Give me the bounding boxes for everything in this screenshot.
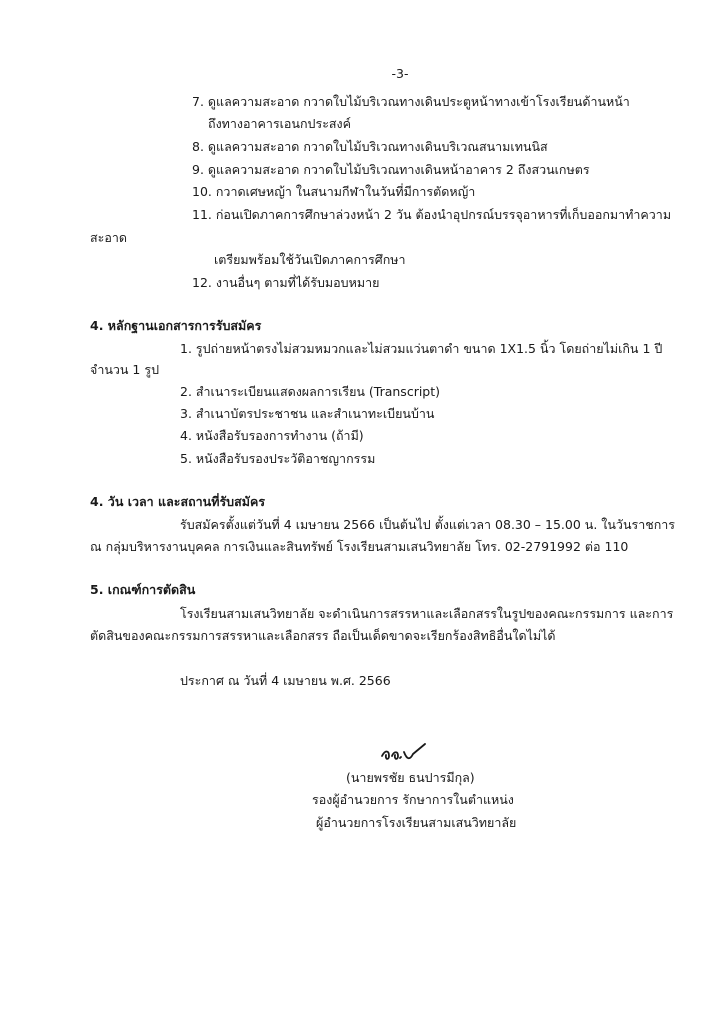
duty-item: 10. กวาดเศษหญ้า ในสนามกีฬาในวันที่มีการตัดหญ้า bbox=[192, 184, 476, 199]
document-item: 4. หนังสือรับรองการทำงาน (ถ้ามี) bbox=[180, 428, 364, 443]
duty-item: 11. ก่อนเปิดภาคการศึกษาล่วงหน้า 2 วัน ต้องนำอุปกรณ์บรรจุอาหารที่เก็บออกมาทำความ bbox=[192, 207, 672, 222]
announcement-date: ประกาศ ณ วันที่ 4 เมษายน พ.ศ. 2566 bbox=[180, 673, 391, 688]
signatory-position: ผู้อำนวยการโรงเรียนสามเสนวิทยาลัย bbox=[316, 815, 517, 830]
duty-item: สะอาด bbox=[90, 230, 127, 245]
signature-icon bbox=[380, 742, 430, 764]
duty-item: 8. ดูแลความสะอาด กวาดใบไม้บริเวณทางเดินบริเวณสนามเทนนิส bbox=[192, 139, 548, 154]
section-text: รับสมัครตั้งแต่วันที่ 4 เมษายน 2566 เป็นต้นไป ตั้งแต่เวลา 08.30 – 15.00 น. ในวันราชการ bbox=[180, 517, 676, 532]
signatory-position: รองผู้อำนวยการ รักษาการในตำแหน่ง bbox=[312, 792, 514, 807]
section-heading: 5. เกณฑ์การตัดสิน bbox=[90, 582, 196, 597]
duty-item: 9. ดูแลความสะอาด กวาดใบไม้บริเวณทางเดินหน้าอาคาร 2 ถึงสวนเกษตร bbox=[192, 162, 590, 177]
document-item: 3. สำเนาบัตรประชาชน และสำเนาทะเบียนบ้าน bbox=[180, 406, 435, 421]
section-text: ตัดสินของคณะกรรมการสรรหาและเลือกสรร ถือเป็นเด็ดขาดจะเรียกร้องสิทธิอื่นใดไม่ได้ bbox=[90, 628, 556, 643]
document-item: 2. สำเนาระเบียนแสดงผลการเรียน (Transcript) bbox=[180, 384, 441, 399]
section-heading: 4. วัน เวลา และสถานที่รับสมัคร bbox=[90, 494, 266, 509]
duty-item: 12. งานอื่นๆ ตามที่ได้รับมอบหมาย bbox=[192, 275, 380, 290]
document-item: 5. หนังสือรับรองประวัติอาชญากรรม bbox=[180, 451, 376, 466]
signatory-name: (นายพรชัย ธนปารมีกุล) bbox=[346, 770, 475, 785]
document-item: จำนวน 1 รูป bbox=[90, 362, 160, 377]
section-text: ณ กลุ่มบริหารงานบุคคล การเงินและสินทรัพย์ โรงเรียนสามเสนวิทยาลัย โทร. 02-2791992 ต่อ 110 bbox=[90, 539, 629, 554]
section-heading: 4. หลักฐานเอกสารการรับสมัคร bbox=[90, 318, 262, 333]
duty-item: ถึงทางอาคารเอนกประสงค์ bbox=[208, 116, 352, 131]
page-number: -3- bbox=[391, 66, 409, 81]
duty-item: 7. ดูแลความสะอาด กวาดใบไม้บริเวณทางเดินประตูหน้าทางเข้าโรงเรียนด้านหน้า bbox=[192, 94, 630, 109]
section-text: โรงเรียนสามเสนวิทยาลัย จะดำเนินการสรรหาและเลือกสรรในรูปของคณะกรรมการ และการ bbox=[180, 606, 674, 621]
duty-item: เตรียมพร้อมใช้วันเปิดภาคการศึกษา bbox=[214, 252, 406, 267]
document-item: 1. รูปถ่ายหน้าตรงไม่สวมหมวกและไม่สวมแว่นตาดำ ขนาด 1X1.5 นิ้ว โดยถ่ายไม่เกิน 1 ปี bbox=[180, 341, 663, 356]
